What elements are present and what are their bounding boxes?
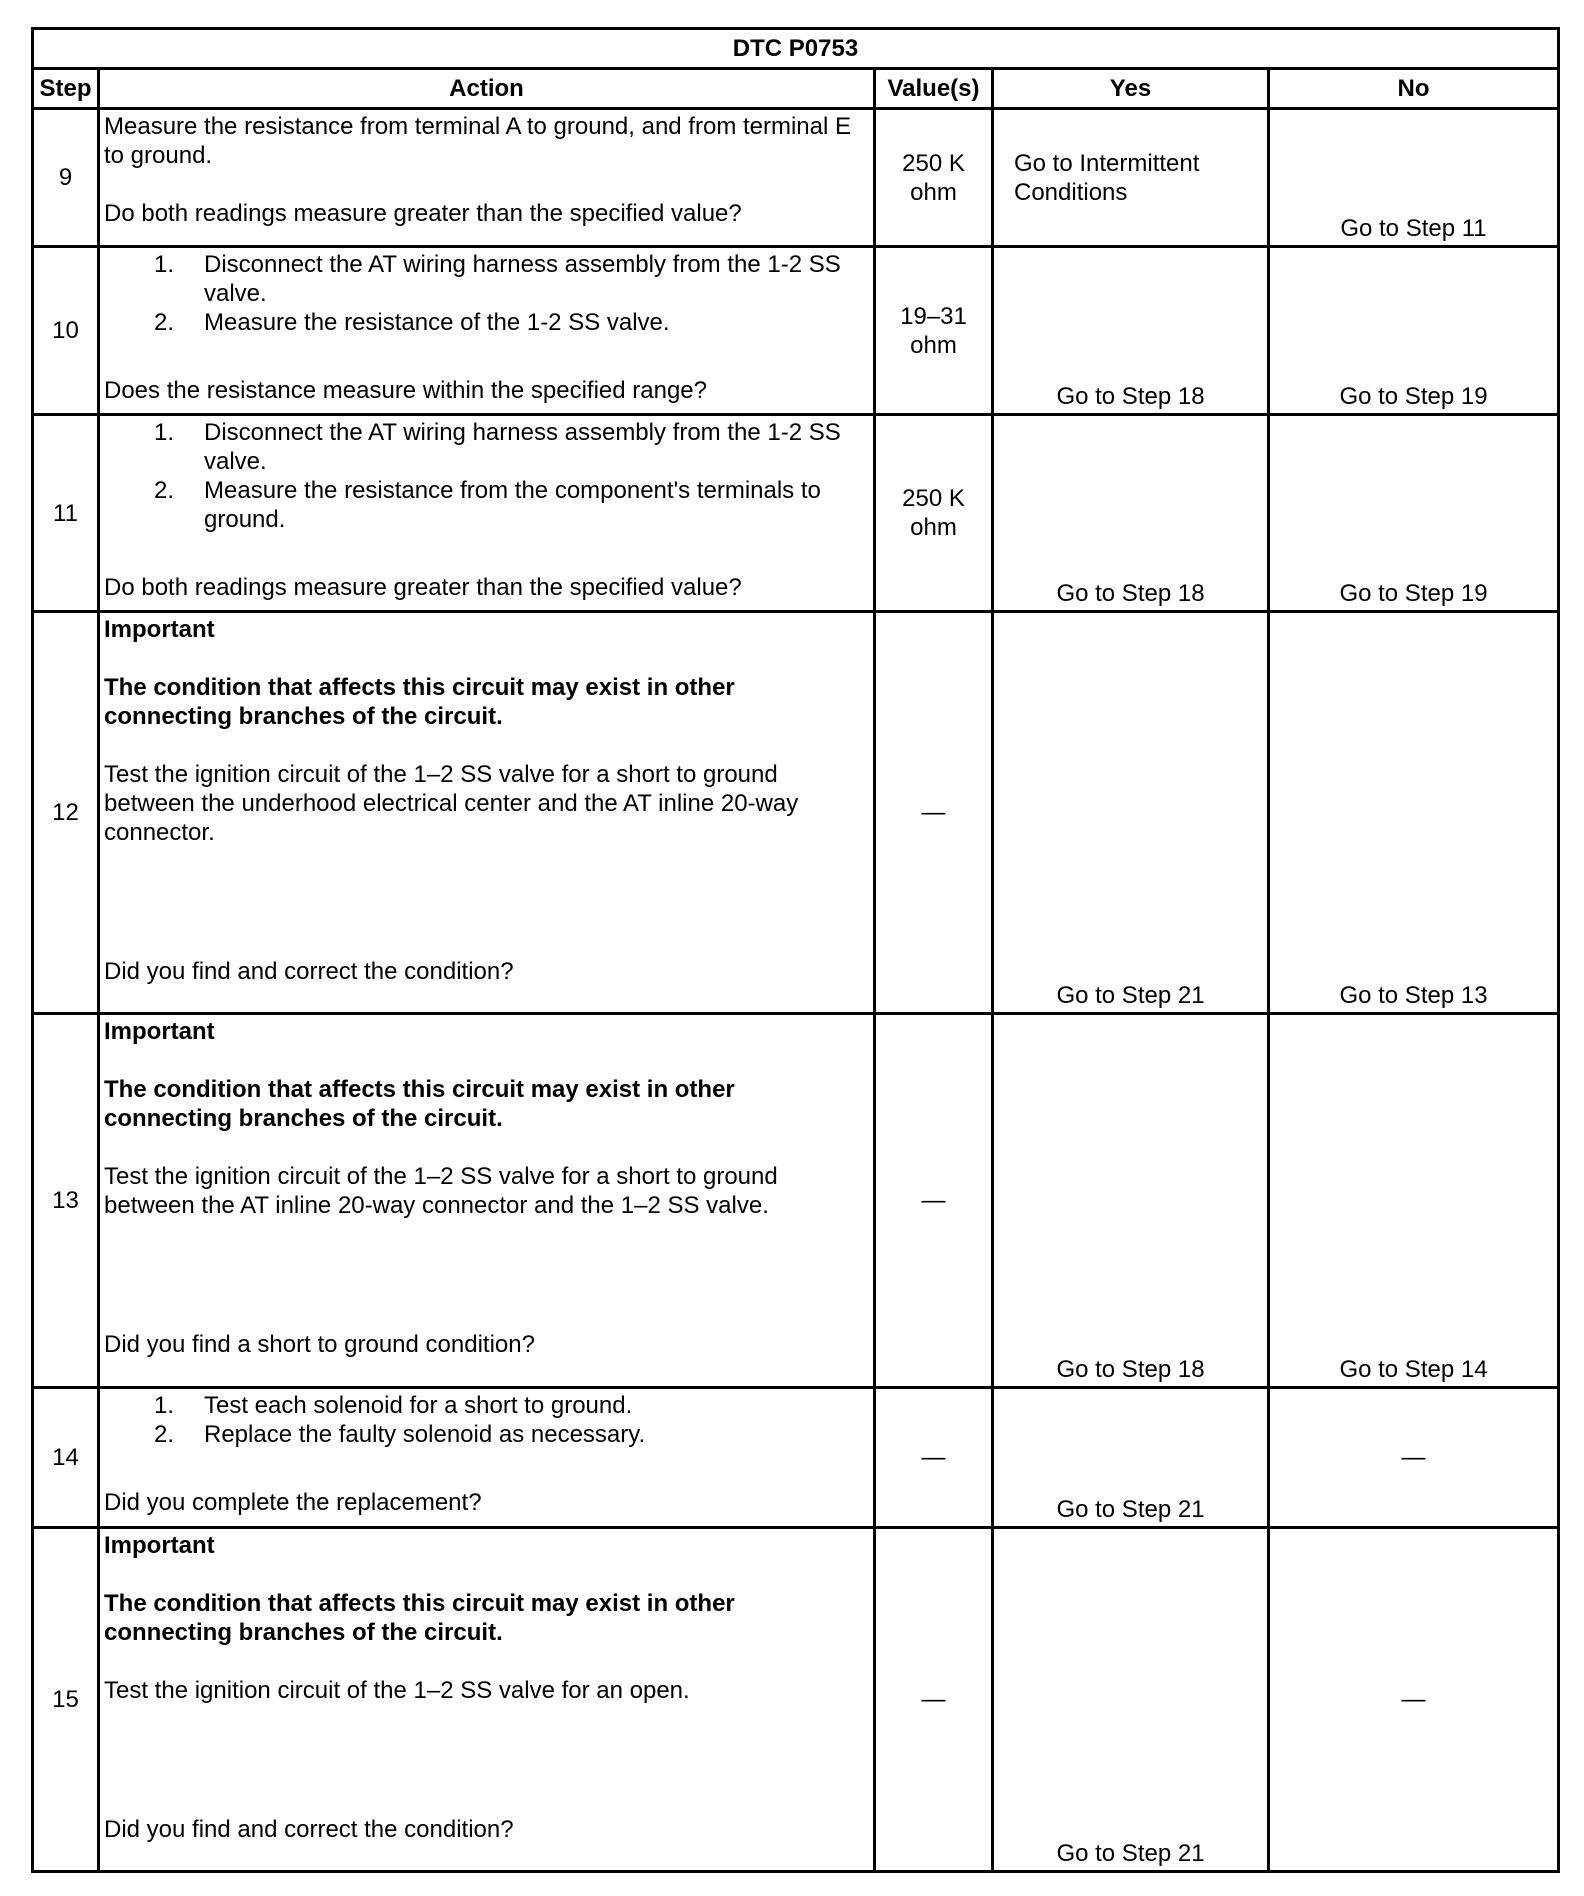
header-step: Step — [33, 69, 99, 109]
table-row — [33, 1528, 1559, 1872]
item-number: 1. — [154, 1392, 175, 1419]
important-note: The condition that affects this circuit may exist in other connecting branches of the circuit. — [104, 674, 735, 730]
important-label: Important — [104, 1018, 215, 1045]
yes-cell: Go to Step 21 — [993, 612, 1269, 1014]
no-cell: Go to Step 19 — [1269, 247, 1559, 415]
list-item — [104, 1391, 867, 1420]
table-row — [33, 1014, 1559, 1388]
important-label: Important — [104, 1532, 215, 1559]
value-cell: — — [875, 1014, 993, 1388]
no-cell: — — [1269, 1528, 1559, 1872]
value-cell: 250 K ohm — [875, 415, 993, 612]
header-row — [33, 69, 1559, 109]
yes-cell: Go to Step 18 — [993, 415, 1269, 612]
action-steps — [104, 1391, 867, 1449]
no-cell: Go to Step 14 — [1269, 1014, 1559, 1388]
no-cell: Go to Step 11 — [1269, 109, 1559, 247]
value-cell: — — [875, 1528, 993, 1872]
list-item — [104, 1420, 867, 1449]
item-number: 1. — [154, 419, 175, 446]
important-note: The condition that affects this circuit may exist in other connecting branches of the circuit. — [104, 1590, 735, 1646]
step-number: 15 — [33, 1528, 99, 1872]
item-number: 1. — [154, 251, 175, 278]
action-cell — [99, 1528, 875, 1872]
table-row — [33, 247, 1559, 415]
step-number: 13 — [33, 1014, 99, 1388]
item-text: Test each solenoid for a short to ground. — [204, 1392, 633, 1419]
list-item — [104, 476, 867, 534]
action-text: Test the ignition circuit of the 1–2 SS valve for a short to ground between the AT inline 20-way connector and the 1–2 SS valve. — [104, 1163, 778, 1219]
yes-cell: Go to Intermittent Conditions — [993, 109, 1269, 247]
action-cell — [99, 612, 875, 1014]
value-cell: 250 K ohm — [875, 109, 993, 247]
item-number: 2. — [154, 309, 175, 336]
header-yes: Yes — [993, 69, 1269, 109]
header-action: Action — [99, 69, 875, 109]
header-values: Value(s) — [875, 69, 993, 109]
value-cell: 19–31 ohm — [875, 247, 993, 415]
action-text: Test the ignition circuit of the 1–2 SS valve for a short to ground between the underhood electrical center and the AT inline 20-way connector. — [104, 761, 799, 846]
item-text: Replace the faulty solenoid as necessary. — [204, 1421, 646, 1448]
step-number: 10 — [33, 247, 99, 415]
action-steps — [104, 250, 867, 337]
action-question: Did you find and correct the condition? — [104, 958, 514, 985]
important-label: Important — [104, 616, 215, 643]
value-cell: — — [875, 1388, 993, 1528]
action-question: Did you find and correct the condition? — [104, 1816, 514, 1843]
yes-cell: Go to Step 21 — [993, 1528, 1269, 1872]
item-text: Disconnect the AT wiring harness assembly from the 1-2 SS valve. — [204, 419, 841, 475]
action-question: Does the resistance measure within the specified range? — [104, 377, 707, 404]
table-row — [33, 1388, 1559, 1528]
table-title: DTC P0753 — [33, 29, 1559, 69]
action-cell — [99, 1014, 875, 1388]
item-text: Measure the resistance of the 1-2 SS valve. — [204, 309, 670, 336]
diagnostic-table — [31, 27, 1560, 1873]
action-steps — [104, 418, 867, 534]
yes-cell: Go to Step 21 — [993, 1388, 1269, 1528]
action-text: Test the ignition circuit of the 1–2 SS valve for an open. — [104, 1677, 690, 1704]
step-number: 12 — [33, 612, 99, 1014]
list-item — [104, 250, 867, 308]
item-number: 2. — [154, 477, 175, 504]
action-question: Do both readings measure greater than the specified value? — [104, 574, 742, 601]
list-item — [104, 308, 867, 337]
step-number: 14 — [33, 1388, 99, 1528]
no-cell: Go to Step 13 — [1269, 612, 1559, 1014]
value-cell: — — [875, 612, 993, 1014]
step-number: 9 — [33, 109, 99, 247]
important-note: The condition that affects this circuit may exist in other connecting branches of the circuit. — [104, 1076, 735, 1132]
action-text: Measure the resistance from terminal A to ground, and from terminal E to ground. — [104, 113, 852, 169]
action-cell — [99, 415, 875, 612]
list-item — [104, 418, 867, 476]
no-cell: — — [1269, 1388, 1559, 1528]
action-question: Did you find a short to ground condition? — [104, 1331, 535, 1358]
action-cell — [99, 247, 875, 415]
yes-cell: Go to Step 18 — [993, 1014, 1269, 1388]
yes-cell: Go to Step 18 — [993, 247, 1269, 415]
action-cell — [99, 1388, 875, 1528]
no-cell: Go to Step 19 — [1269, 415, 1559, 612]
action-question: Do both readings measure greater than the specified value? — [104, 200, 742, 227]
action-cell — [99, 109, 875, 247]
item-text: Disconnect the AT wiring harness assembly from the 1-2 SS valve. — [204, 251, 841, 307]
item-text: Measure the resistance from the component's terminals to ground. — [204, 477, 821, 533]
header-no: No — [1269, 69, 1559, 109]
table-row — [33, 109, 1559, 247]
action-question: Did you complete the replacement? — [104, 1489, 482, 1516]
item-number: 2. — [154, 1421, 175, 1448]
table-row — [33, 612, 1559, 1014]
table-row — [33, 415, 1559, 612]
step-number: 11 — [33, 415, 99, 612]
